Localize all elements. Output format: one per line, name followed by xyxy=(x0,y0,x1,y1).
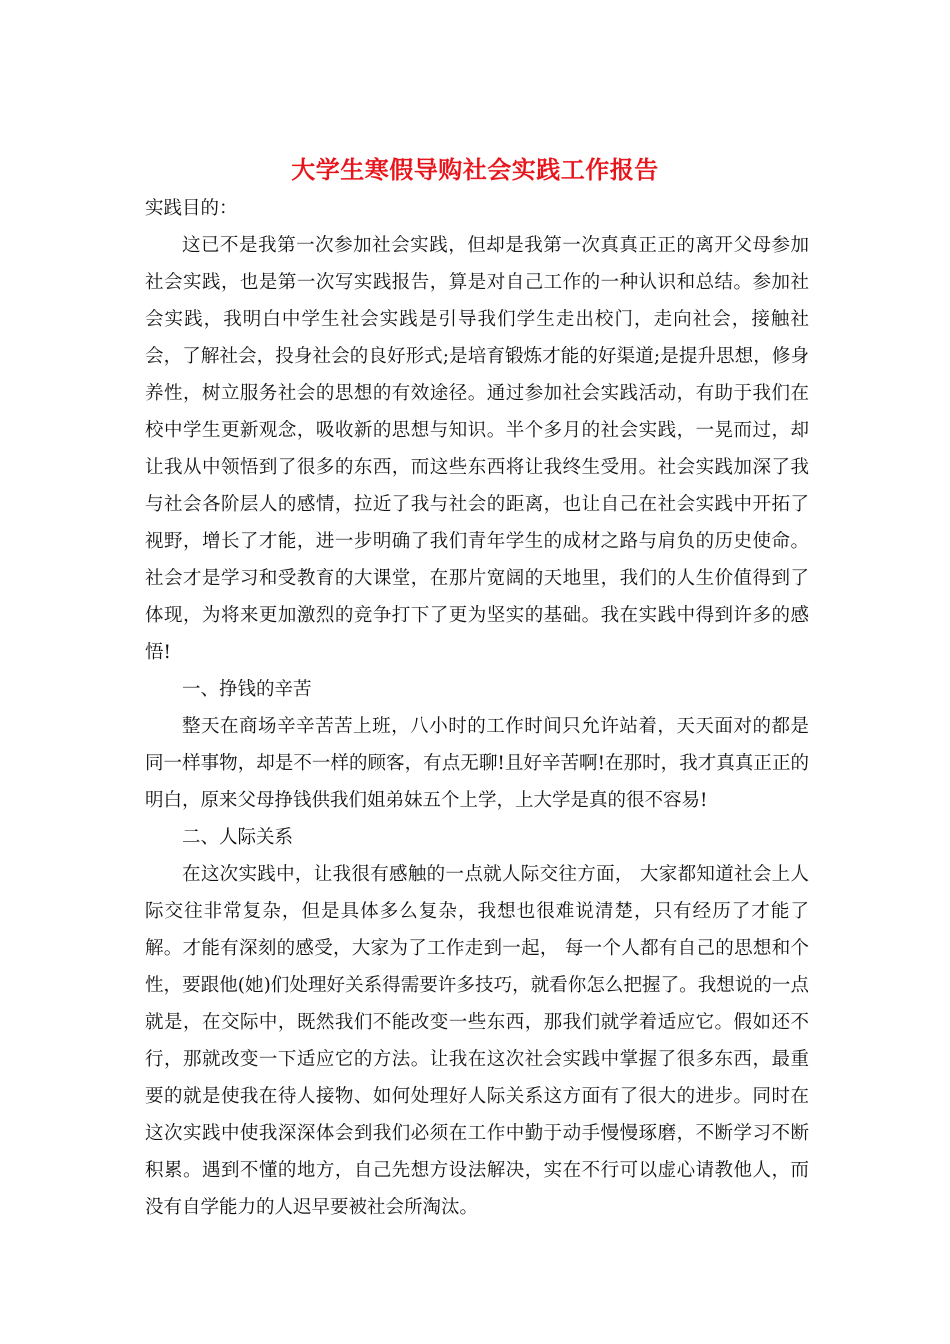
document-title: 大学生寒假导购社会实践工作报告 xyxy=(291,155,659,184)
document-body xyxy=(145,190,809,1226)
section-heading-relationships: 二、人际关系 xyxy=(182,827,294,848)
purpose-label: 实践目的： xyxy=(145,198,238,219)
intro-paragraph: 这已不是我第一次参加社会实践，但却是我第一次真真正正的离开父母参加社会实践，也是第一次写实践报告，算是对自己工作的一种认识和总结。参加社会实践，我明白中学生社会实践是引导我们学生走出校门，走向社会，接触社会，了解社会，投身社会的良好形式;是培育锻炼才能的好渠道;是提升思想，修身养性，树立服务社会的思想的有效途径。通过参加社会实践活动，有助于我们在校中学生更新观念，吸收新的思想与知识。半个多月的社会实践，一晃而过，却让我从中领悟到了很多的东西，而这些东西将让我终生受用。社会实践加深了我与社会各阶层人的感情，拉近了我与社会的距离，也让自己在社会实践中开拓了视野，增长了才能，进一步明确了我们青年学生的成材之路与肩负的历史使命。社会才是学习和受教育的大课堂，在那片宽阔的天地里，我们的人生价值得到了体现，为将来更加激烈的竞争打下了更为坚实的基础。我在实践中得到许多的感悟! xyxy=(145,235,809,663)
section-paragraph-earning: 整天在商场辛辛苦苦上班，八小时的工作时间只允许站着，天天面对的都是同一样事物，却是不一样的顾客，有点无聊!且好辛苦啊!在那时，我才真真正正的明白，原来父母挣钱供我们姐弟妹五个上学，上大学是真的很不容易! xyxy=(145,716,809,811)
section-paragraph-relationships: 在这次实践中，让我很有感触的一点就人际交往方面， 大家都知道社会上人际交往非常复杂，但是具体多么复杂，我想也很难说清楚，只有经历了才能了解。才能有深刻的感受，大家为了工作走到一起， 每一个人都有自己的思想和个性，要跟他(她)们处理好关系得需要许多技巧，就看你怎么把握了。我想说的一点就是，在交际中，既然我们不能改变一些东西，那我们就学着适应它。假如还不行，那就改变一下适应它的方法。让我在这次社会实践中掌握了很多东西，最重要的就是使我在待人接物、如何处理好人际关系这方面有了很大的进步。同时在这次实践中使我深深体会到我们必须在工作中勤于动手慢慢琢磨，不断学习不断积累。遇到不懂的地方，自己先想方设法解决，实在不行可以虚心请教他人，而没有自学能力的人迟早要被社会所淘汰。 xyxy=(145,864,809,1218)
section-heading-earning: 一、挣钱的辛苦 xyxy=(182,679,312,700)
